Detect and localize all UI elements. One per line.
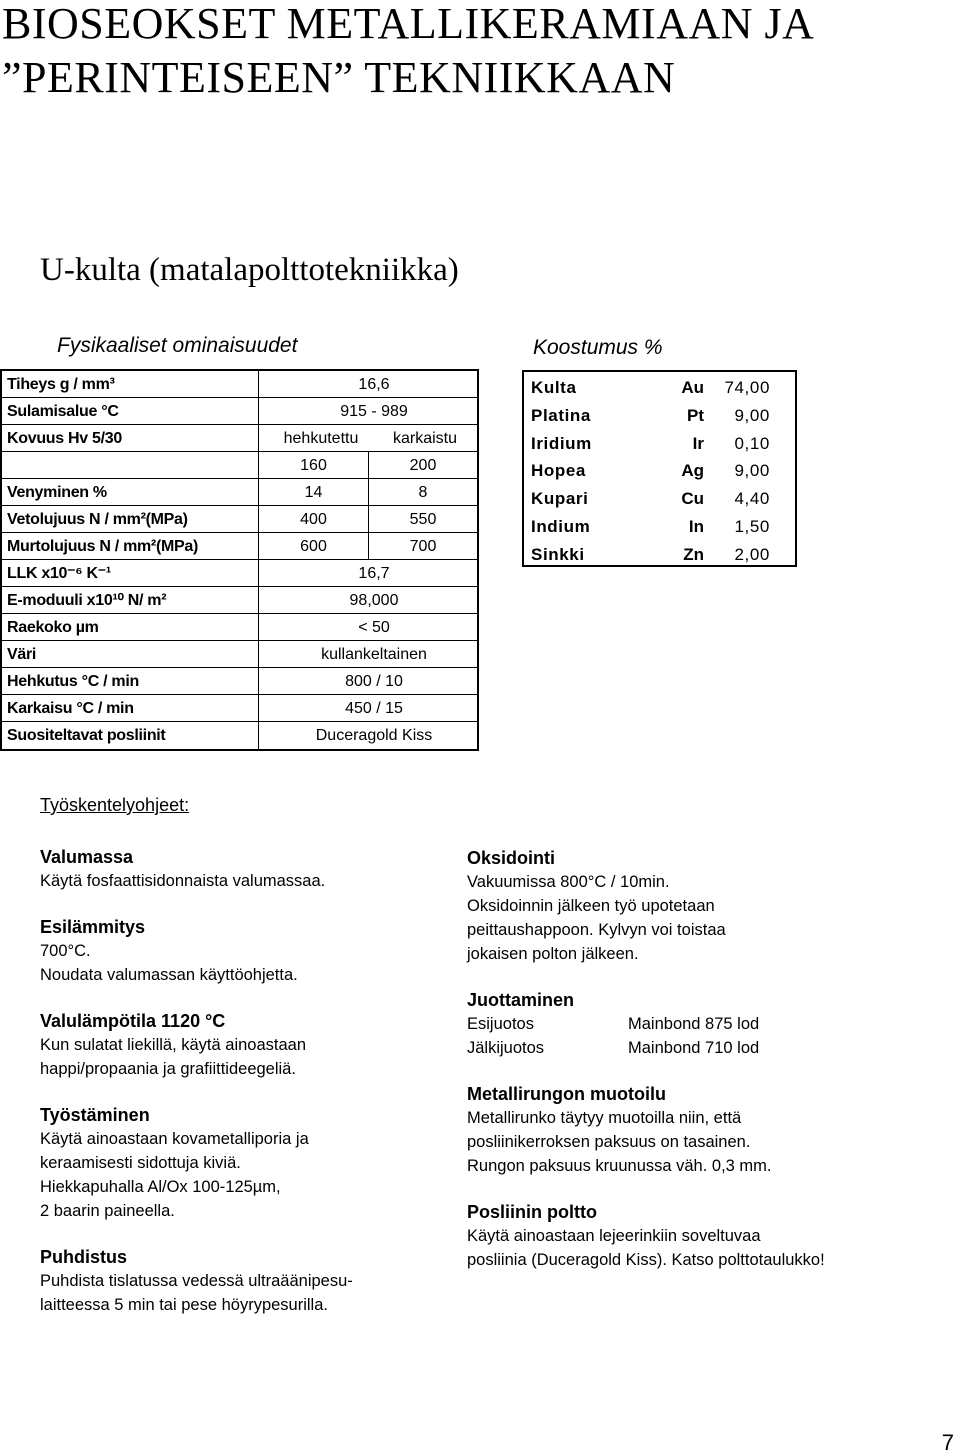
property-value-cell <box>259 479 477 505</box>
firing-heading: Posliinin poltto <box>467 1202 597 1222</box>
property-label: Sulamisalue °C <box>2 398 259 424</box>
table-row <box>524 513 795 541</box>
element-percentage: 4,40 <box>734 489 770 509</box>
instructions-heading: Työskentelyohjeet: <box>40 795 190 815</box>
property-value: 200 <box>409 457 437 474</box>
solder-product: Mainbond 710 lod <box>628 1039 760 1057</box>
element-symbol: Cu <box>681 489 704 509</box>
section-heading: Valumassa <box>40 847 134 867</box>
element-name: Kulta <box>531 378 577 397</box>
element-symbol: In <box>688 516 704 536</box>
composition-table <box>522 370 797 567</box>
page-title-line2: ”PERINTEISEEN” TEKNIIKKAAN <box>2 53 676 102</box>
page-title-line1: BIOSEOKSET METALLIKERAMIAAN JA <box>2 0 815 48</box>
property-label: Murtolujuus N / mm²(MPa) <box>2 533 259 559</box>
framework-text <box>467 1106 947 1178</box>
property-value: 700 <box>409 538 437 555</box>
left-instructions-column <box>40 845 440 1317</box>
section-heading: Puhdistus <box>40 1247 128 1267</box>
element-name: Platina <box>531 405 591 425</box>
alloy-subtitle: U-kulta (matalapolttotekniikka) <box>40 252 459 288</box>
section-text-line: laitteessa 5 min tai pese höyrypesurilla. <box>40 1296 328 1314</box>
soldering-heading: Juottaminen <box>467 990 575 1010</box>
oxidation-text <box>467 870 947 966</box>
property-value-cell <box>259 398 477 424</box>
property-value-cell <box>259 722 477 749</box>
property-value: 600 <box>259 533 369 559</box>
element-name: Indium <box>531 516 591 536</box>
property-label: Suositeltavat posliinit <box>2 722 259 749</box>
section-heading: Työstäminen <box>40 1105 150 1125</box>
table-row <box>2 695 477 722</box>
element-percentage: 1,50 <box>734 516 770 536</box>
section-text-line: Vakuumissa 800°C / 10min. <box>467 873 670 891</box>
solder-type: Jälkijuotos <box>467 1039 545 1057</box>
section-text-line: Käytä fosfaattisidonnaista valumassaa. <box>40 872 326 890</box>
element-name: Iridium <box>531 433 592 453</box>
property-value-cell <box>259 371 477 397</box>
property-label: Karkaisu °C / min <box>2 695 259 721</box>
table-row <box>2 668 477 695</box>
table-row <box>2 371 477 398</box>
table-row <box>2 722 477 749</box>
property-label: Tiheys g / mm³ <box>2 371 259 397</box>
property-label: LLK x10⁻⁶ K⁻¹ <box>2 560 259 586</box>
element-percentage: 74,00 <box>724 378 770 397</box>
property-value: 8 <box>418 484 428 501</box>
solder-row <box>467 1036 947 1060</box>
property-value: 400 <box>259 506 369 532</box>
table-row <box>2 479 477 506</box>
oxidation-heading: Oksidointi <box>467 848 556 868</box>
table-row <box>2 533 477 560</box>
table-row <box>2 587 477 614</box>
element-name: Hopea <box>531 461 586 481</box>
section-text-line: posliinikerroksen paksuus on tasainen. <box>467 1133 751 1151</box>
property-value: 160 <box>259 452 369 478</box>
property-value: 14 <box>259 479 369 505</box>
section-text-line: Puhdista tislatussa vedessä ultraäänipesu- <box>40 1272 353 1290</box>
table-row <box>524 430 795 458</box>
table-row <box>2 506 477 533</box>
property-label: E-moduuli x10¹⁰ N/ m² <box>2 587 259 613</box>
section-text-line: Noudata valumassan käyttöohjetta. <box>40 966 298 984</box>
section-text-line: jokaisen polton jälkeen. <box>467 945 639 963</box>
property-label: Vetolujuus N / mm²(MPa) <box>2 506 259 532</box>
property-label: Hehkutus °C / min <box>2 668 259 694</box>
element-symbol: Ag <box>681 461 704 481</box>
section-text-line: peittaushappoon. Kylvyn voi toistaa <box>467 921 726 939</box>
physical-properties-table <box>0 369 479 751</box>
section-heading: Valulämpötila 1120 °C <box>40 1011 226 1031</box>
property-value: 450 / 15 <box>345 700 403 717</box>
table-row <box>524 374 795 402</box>
section-text-line: posliinia (Duceragold Kiss). Katso polttotaulukko! <box>467 1251 825 1269</box>
property-value: 550 <box>409 511 437 528</box>
property-value-cell <box>259 506 477 532</box>
property-value-cell <box>259 587 477 613</box>
section-heading: Esilämmitys <box>40 917 146 937</box>
element-symbol: Ir <box>692 433 704 453</box>
section-text-line: happi/propaania ja grafiittideegeliä. <box>40 1060 296 1078</box>
section-text-line: Rungon paksuus kruunussa väh. 0,3 mm. <box>467 1157 772 1175</box>
table-row <box>2 425 477 452</box>
section-text-line: Metallirunko täytyy muotoilla niin, että <box>467 1109 742 1127</box>
section-spacer <box>40 1223 440 1245</box>
table-row <box>2 398 477 425</box>
property-value-cell <box>259 668 477 694</box>
firing-text <box>467 1224 947 1272</box>
property-value: 915 - 989 <box>340 403 408 420</box>
solder-type: Esijuotos <box>467 1015 534 1033</box>
property-value-cell <box>259 452 477 478</box>
section-spacer <box>40 893 440 915</box>
property-label: Raekoko µm <box>2 614 259 640</box>
property-value: < 50 <box>358 619 390 636</box>
property-value: karkaistu <box>392 430 458 447</box>
property-value: kullankeltainen <box>321 646 427 663</box>
soldering-list <box>467 1012 947 1060</box>
element-percentage: 2,00 <box>734 544 770 564</box>
element-name: Sinkki <box>531 544 585 564</box>
property-value-cell <box>259 641 477 667</box>
section-spacer <box>40 987 440 1009</box>
property-value-cell <box>259 425 477 451</box>
element-percentage: 9,00 <box>734 461 770 481</box>
section-text-line: 2 baarin paineella. <box>40 1202 175 1220</box>
element-symbol: Pt <box>687 405 704 425</box>
property-value: Duceragold Kiss <box>315 727 433 744</box>
section-text-line: Hiekkapuhalla Al/Ox 100-125µm, <box>40 1178 281 1196</box>
section-spacer <box>40 1081 440 1103</box>
property-value: hehkutettu <box>283 430 359 447</box>
table-row <box>524 402 795 430</box>
table-row <box>2 614 477 641</box>
right-instructions-column <box>467 846 947 1272</box>
table-row <box>2 452 477 479</box>
table-row <box>524 457 795 485</box>
table-row <box>2 641 477 668</box>
property-label: Kovuus Hv 5/30 <box>2 425 259 451</box>
section-text-line: keraamisesti sidottuja kiviä. <box>40 1154 241 1172</box>
element-percentage: 0,10 <box>734 433 770 453</box>
element-symbol: Zn <box>683 544 704 564</box>
framework-heading: Metallirungon muotoilu <box>467 1084 666 1104</box>
section-text-line: 700°C. <box>40 942 91 960</box>
composition-heading: Koostumus % <box>533 336 663 359</box>
section-text-line: Käytä ainoastaan lejeerinkiin soveltuvaa <box>467 1227 761 1245</box>
solder-product: Mainbond 875 lod <box>628 1015 760 1033</box>
table-row <box>2 560 477 587</box>
property-value: 98,000 <box>349 592 399 609</box>
property-value-cell <box>259 695 477 721</box>
section-text-line: Oksidoinnin jälkeen työ upotetaan <box>467 897 715 915</box>
element-percentage: 9,00 <box>734 405 770 425</box>
property-value: 16,7 <box>358 565 390 582</box>
solder-row <box>467 1012 947 1036</box>
property-value: 800 / 10 <box>345 673 403 690</box>
property-value-cell <box>259 614 477 640</box>
property-label <box>2 452 259 478</box>
table-row <box>524 541 795 569</box>
properties-heading: Fysikaaliset ominaisuudet <box>57 334 298 357</box>
property-label: Väri <box>2 641 259 667</box>
property-value-cell <box>259 560 477 586</box>
page-number: 7 <box>941 1430 954 1455</box>
section-text-line: Käytä ainoastaan kovametalliporia ja <box>40 1130 309 1148</box>
table-row <box>524 485 795 513</box>
element-symbol: Au <box>681 378 704 397</box>
property-label: Venyminen % <box>2 479 259 505</box>
property-value-cell <box>259 533 477 559</box>
property-value: 16,6 <box>358 376 390 393</box>
element-name: Kupari <box>531 489 589 509</box>
section-text-line: Kun sulatat liekillä, käytä ainoastaan <box>40 1036 306 1054</box>
